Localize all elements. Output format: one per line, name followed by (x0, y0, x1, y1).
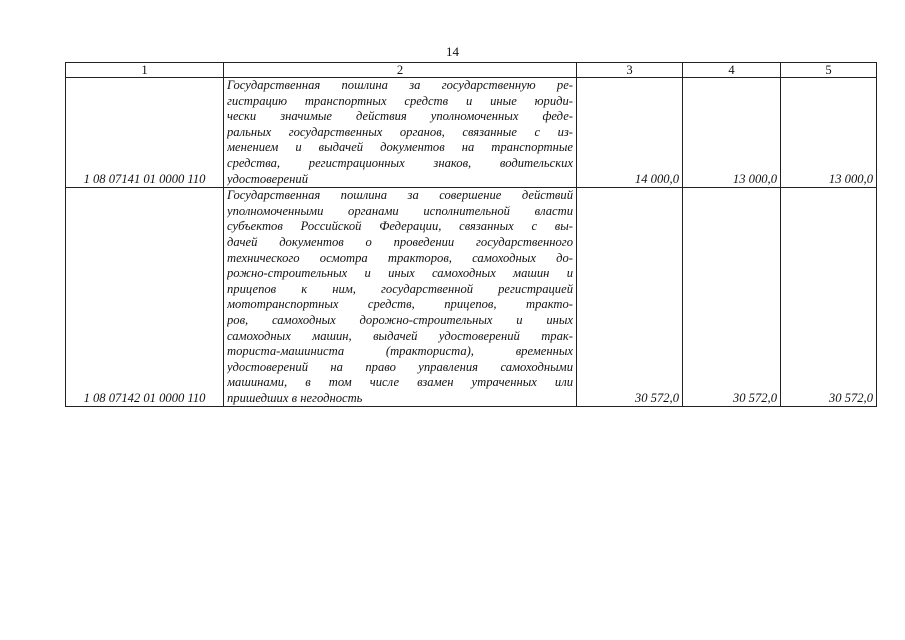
description-line: менением и выдачей документов на транспортные (227, 140, 573, 155)
description-line: удостоверений (227, 171, 308, 186)
description-line: уполномоченными органами исполнительной власти (227, 203, 573, 218)
column-header-3: 3 (577, 63, 683, 78)
budget-table (65, 62, 877, 407)
amount-col4: 13 000,0 (683, 78, 781, 188)
amount-col3: 30 572,0 (577, 188, 683, 407)
amount-col4: 30 572,0 (683, 188, 781, 407)
description-line: Государственная пошлина за совершение действий (227, 188, 573, 203)
classification-code: 1 08 07142 01 0000 110 (66, 188, 224, 407)
description-line: самоходных машин, выдачей удостоверений трак- (227, 328, 573, 343)
description-line: ров, самоходных дорожно-строительных и иных (227, 312, 573, 327)
description-line: технического осмотра тракторов, самоходных до- (227, 250, 573, 265)
description-line: гистрацию транспортных средств и иные юриди- (227, 93, 573, 108)
table-header-row (66, 63, 877, 78)
classification-code: 1 08 07141 01 0000 110 (66, 78, 224, 188)
description-line: дачей документов о проведении государственного (227, 234, 573, 249)
description-line: прицепов к ним, государственной регистрацией (227, 281, 573, 296)
column-header-1: 1 (66, 63, 224, 78)
revenue-description (224, 78, 577, 188)
column-header-4: 4 (683, 63, 781, 78)
page-number: 14 (446, 44, 459, 59)
description-line: Государственная пошлина за государственную ре- (227, 78, 573, 92)
description-line: машинами, в том числе взамен утраченных или (227, 375, 573, 390)
description-line: рожно-строительных и иных самоходных машин и (227, 266, 573, 281)
amount-col5: 30 572,0 (781, 188, 877, 407)
column-header-2: 2 (224, 63, 577, 78)
description-line: пришедших в негодность (227, 390, 363, 405)
description-line: средства, регистрационных знаков, водительских (227, 155, 573, 170)
column-header-5: 5 (781, 63, 877, 78)
description-line: мототранспортных средств, прицепов, тракто- (227, 297, 573, 312)
description-line: ториста-машиниста (тракториста), временных (227, 344, 573, 359)
amount-col3: 14 000,0 (577, 78, 683, 188)
revenue-description (224, 188, 577, 407)
table-row (66, 188, 877, 407)
description-line: удостоверений на право управления самоходными (227, 359, 573, 374)
amount-col5: 13 000,0 (781, 78, 877, 188)
table-row (66, 78, 877, 188)
description-line: ральных государственных органов, связанные с из- (227, 124, 573, 139)
description-line: субъектов Российской Федерации, связанных с вы- (227, 219, 573, 234)
description-line: чески значимые действия уполномоченных феде- (227, 109, 573, 124)
